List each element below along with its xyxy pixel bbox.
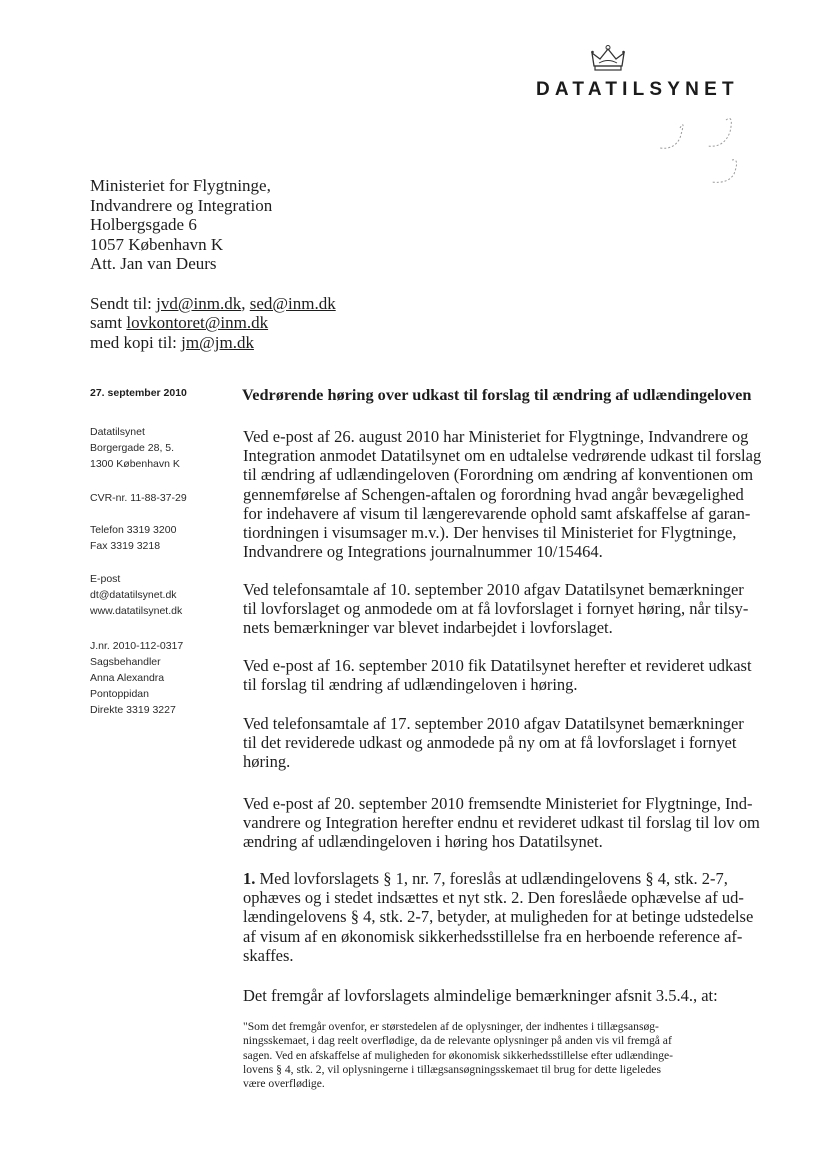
journal-number: J.nr. 2010-112-0317 <box>90 640 184 652</box>
address-line: Ministeriet for Flygtninge, <box>90 176 271 195</box>
text-line: lændingelovens § 4, stk. 2-7, betyder, at muligheden for at betinge udstedelse <box>243 907 754 927</box>
copy-label: med kopi til: <box>90 332 177 352</box>
text-line <box>243 869 775 888</box>
text-line: til lovforslaget og anmodede om at få lovforslaget i fornyet høring, når tilsy- <box>243 599 749 619</box>
caseworker-name: Pontoppidan <box>90 688 149 700</box>
subject-heading: Vedrørende høring over udkast til forslag til ændring af udlændingeloven <box>242 385 752 404</box>
body-paragraph <box>243 580 775 638</box>
text-line: Ved e-post af 20. september 2010 fremsendte Ministeriet for Flygtninge, Ind- <box>243 794 753 813</box>
copy-line <box>90 333 336 352</box>
text-line: skaffes. <box>243 945 294 965</box>
text-line: Ved telefonsamtale af 17. september 2010 afgav Datatilsynet bemærkninger <box>243 714 744 733</box>
sender-city: 1300 København K <box>90 458 180 470</box>
quote-intro: Det fremgår af lovforslagets almindelige bemærkninger afsnit 3.5.4., at: <box>243 986 718 1005</box>
point-number: 1. <box>243 869 256 888</box>
text-line: gennemførelse af Schengen-aftalen og forordning hvad angår bevægelighed <box>243 484 744 504</box>
email-link-sed[interactable]: sed@inm.dk <box>249 294 336 313</box>
email-link-lovkontoret[interactable]: lovkontoret@inm.dk <box>126 313 269 333</box>
quote-line: være overflødige. <box>243 1077 325 1091</box>
text-line: ændring af udlændingeloven i høring hos Datatilsynet. <box>243 832 603 852</box>
sender-phone: Telefon 3319 3200 <box>90 524 177 536</box>
sent-to-line <box>90 294 336 313</box>
text-line: til forslag til ændring af udlændingeloven i høring. <box>243 675 578 695</box>
distribution-block <box>90 294 336 352</box>
text-line: tiordningen i visumsager m.v.). Der henvises til Ministeriet for Flygtninge, <box>243 523 737 543</box>
sender-email-label: E-post <box>90 573 121 585</box>
text-line: Ved e-post af 26. august 2010 har Ministeriet for Flygtninge, Indvandrere og <box>243 427 749 446</box>
numbered-point-1 <box>243 869 775 965</box>
body-paragraph <box>243 794 775 852</box>
quote-line: ningsskemaet, i dag reelt overflødige, da de relevante oplysninger på anden vis vil fremgå af <box>243 1034 672 1048</box>
block-quote <box>243 1020 755 1091</box>
separator: , <box>241 294 246 313</box>
sender-website[interactable]: www.datatilsynet.dk <box>90 605 183 617</box>
email-link-jvd[interactable]: jvd@inm.dk <box>156 294 242 313</box>
crown-logo-icon <box>590 44 626 72</box>
email-link-jm[interactable]: jm@jm.dk <box>181 332 254 352</box>
sender-address <box>90 424 230 472</box>
address-line: Holbergsgade 6 <box>90 215 197 235</box>
text-line: til det reviderede udkast og anmodede på ny om at få lovforslaget i fornyet <box>243 733 737 753</box>
quote-line: lovens § 4, stk. 2, vil oplysningerne i tillægsansøgningsskemaet til brug for dette ligeledes <box>243 1062 661 1076</box>
text-line: for indehavere af visum til længerevarende ophold samt afskaffelse af garan- <box>243 503 751 523</box>
address-line: Indvandrere og Integration <box>90 195 273 215</box>
caseworker-label: Sagsbehandler <box>90 656 161 668</box>
sender-phone-block <box>90 522 230 554</box>
sender-fax: Fax 3319 3218 <box>90 540 161 552</box>
sender-contact-block <box>90 571 230 619</box>
text-line: Ved telefonsamtale af 10. september 2010 afgav Datatilsynet bemærkninger <box>243 580 744 599</box>
sender-street: Borgergade 28, 5. <box>90 442 175 454</box>
letter-date: 27. september 2010 <box>90 387 187 399</box>
text-line: af visum af en økonomisk sikkerhedsstillelse fra en herboende reference af- <box>243 926 743 946</box>
address-line: Att. Jan van Deurs <box>90 254 217 274</box>
text-line: Ved e-post af 16. september 2010 fik Datatilsynet herefter et revideret udkast <box>243 656 752 675</box>
address-line: 1057 København K <box>90 234 224 254</box>
text-line: vandrere og Integration herefter endnu et revideret udkast til forslag til lov om <box>243 813 760 833</box>
text-line: ophæves og i stedet indsættes et nyt stk. 2. Den foreslåede ophævelse af ud- <box>243 888 744 908</box>
quote-line: "Som det fremgår ovenfor, er størstedelen af de oplysninger, der indhentes i tillægsansøg- <box>243 1020 659 1033</box>
body-paragraph <box>243 714 775 772</box>
organization-logo-text: DATATILSYNET <box>536 79 739 100</box>
sender-email[interactable]: dt@datatilsynet.dk <box>90 589 177 601</box>
also-label: samt <box>90 313 123 333</box>
sent-label: Sendt til: <box>90 294 152 313</box>
handwritten-mark <box>630 110 755 200</box>
text-line: høring. <box>243 752 291 772</box>
body-paragraph <box>243 427 775 561</box>
text-line: til ændring af udlændingeloven (Forordning om ændring af konventionen om <box>243 465 754 485</box>
text-line: nets bemærkninger var blevet indarbejdet i lovforslaget. <box>243 618 613 638</box>
quote-line: sagen. Ved en afskaffelse af muligheden for økonomisk sikkerhedsstillelse efter udlændinge- <box>243 1048 674 1062</box>
also-line <box>90 313 336 332</box>
recipient-address <box>90 176 272 274</box>
sender-name: Datatilsynet <box>90 426 145 438</box>
direct-phone: Direkte 3319 3227 <box>90 704 176 716</box>
body-paragraph <box>243 656 775 694</box>
text-line: Indvandrere og Integrations journalnummer 10/15464. <box>243 542 603 562</box>
sender-cvr: CVR-nr. 11-88-37-29 <box>90 492 187 504</box>
text-line: Integration anmodet Datatilsynet om en udtalelse vedrørende udkast til forslag <box>243 446 762 466</box>
caseworker-name: Anna Alexandra <box>90 672 165 684</box>
case-info-block <box>90 638 230 718</box>
text-fragment: Med lovforslagets § 1, nr. 7, foreslås at udlændingelovens § 4, stk. 2-7, <box>255 869 728 888</box>
